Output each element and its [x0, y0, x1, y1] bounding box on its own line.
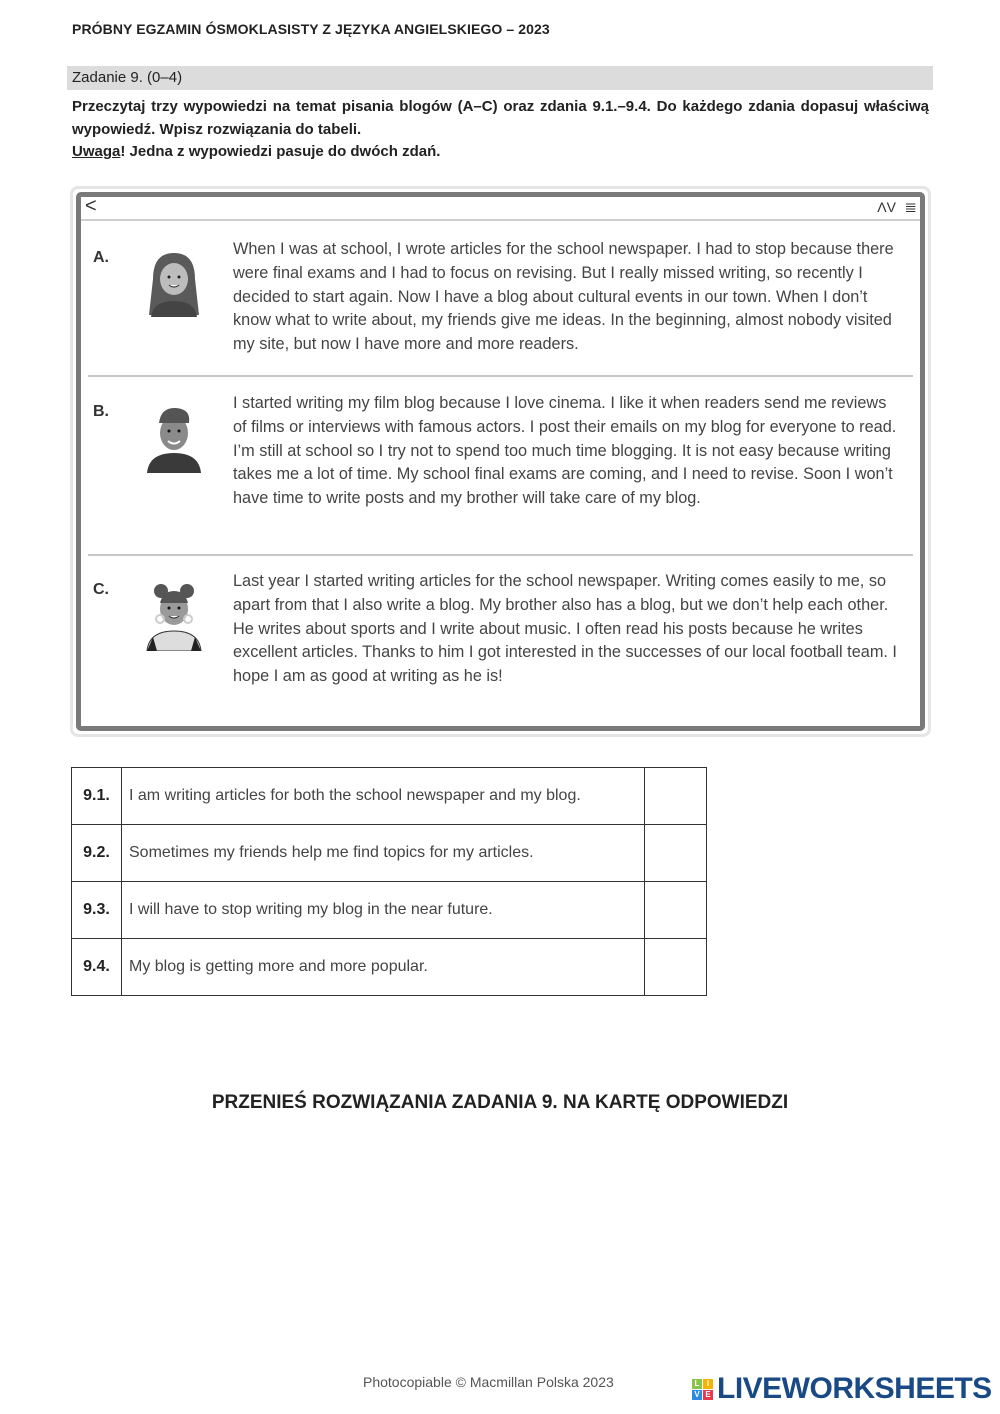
row-sentence: I am writing articles for both the school newspaper and my blog.: [122, 768, 645, 825]
transfer-instruction: PRZENIEŚ ROZWIĄZANIA ZADANIA 9. NA KARTĘ ODPOWIEDZI: [211, 1092, 789, 1113]
page-header: PRÓBNY EGZAMIN ÓSMOKLASISTY Z JĘZYKA ANGIELSKIEGO – 2023: [72, 21, 550, 37]
logo-letter: I: [703, 1379, 713, 1389]
row-sentence: I will have to stop writing my blog in the near future.: [122, 882, 645, 939]
row-sentence: My blog is getting more and more popular.: [122, 939, 645, 996]
row-number: 9.1.: [72, 768, 122, 825]
row-number: 9.4.: [72, 939, 122, 996]
avatar-boy-cap: [143, 403, 205, 473]
row-number: 9.3.: [72, 882, 122, 939]
note-label: Uwaga: [72, 143, 121, 160]
table-row: [72, 768, 707, 825]
logo-letter: E: [703, 1390, 713, 1400]
up-down-icon[interactable]: ΛV: [877, 199, 896, 215]
table-row: [72, 882, 707, 939]
table-row: [72, 825, 707, 882]
answer-cell[interactable]: [645, 768, 707, 825]
instructions: [72, 96, 929, 164]
avatar-girl-long-hair: [143, 249, 205, 319]
answer-cell[interactable]: [645, 939, 707, 996]
entry-label: C.: [93, 581, 109, 598]
table-row: [72, 939, 707, 996]
note-text: ! Jedna z wypowiedzi pasuje do dwóch zdań.: [120, 143, 441, 160]
liveworksheets-logo: [692, 1372, 992, 1406]
back-icon[interactable]: <: [85, 195, 97, 217]
divider: [88, 554, 913, 556]
logo-icon: [692, 1379, 713, 1400]
instructions-text: Przeczytaj trzy wypowiedzi na temat pisania blogów (A–C) oraz zdania 9.1.–9.4. Do każdego zdania dopasuj właściwą wypowiedź. Wpisz rozwiązania do tabeli.: [72, 98, 929, 138]
task-title: Zadanie 9. (0–4): [67, 66, 933, 90]
menu-icon[interactable]: ≣: [904, 199, 917, 216]
divider: [88, 375, 913, 377]
row-number: 9.2.: [72, 825, 122, 882]
answer-cell[interactable]: [645, 882, 707, 939]
copyright: Photocopiable © Macmillan Polska 2023: [363, 1374, 614, 1390]
answer-table: [71, 767, 707, 996]
logo-text: LIVEWORKSHEETS: [717, 1372, 992, 1405]
entry-text: I started writing my film blog because I love cinema. I like it when readers send me reviews of films or interviews with famous actors. I post their emails on my blog for everyone to read. I’m still at school so I try not to spend too much time blogging. It is not easy because writing takes me a lot of time. My school final exams are coming, and I need to revise. Soon I won’t have time to write posts and my brother will take care of my blog.: [233, 394, 897, 508]
entry-text: When I was at school, I wrote articles for the school newspaper. I had to stop because there were final exams and I had to focus on revising. But I really missed writing, so recently I decided to start again. Now I have a blog about cultural events in our town. When I don’t know what to write about, my friends give me ideas. In the beginning, almost nobody visited my site, but now I have more and more readers.: [233, 240, 894, 354]
entry-text: Last year I started writing articles for the school newspaper. Writing comes easily to me, so apart from that I also write a blog. My brother also has a blog, but we don’t help each other. He writes about sports and I write about music. I often read his posts because he writes excellent articles. Thanks to him I got interested in the successes of our local football team. I hope I am as good at writing as he is!: [233, 572, 897, 686]
logo-letter: V: [692, 1390, 702, 1400]
entry-label: B.: [93, 403, 109, 420]
logo-letter: L: [692, 1379, 702, 1389]
row-sentence: Sometimes my friends help me find topics for my articles.: [122, 825, 645, 882]
answer-cell[interactable]: [645, 825, 707, 882]
blog-window: [70, 186, 931, 737]
entry-label: A.: [93, 249, 109, 266]
window-toolbar: [81, 197, 920, 221]
avatar-girl-buns: [143, 581, 205, 651]
